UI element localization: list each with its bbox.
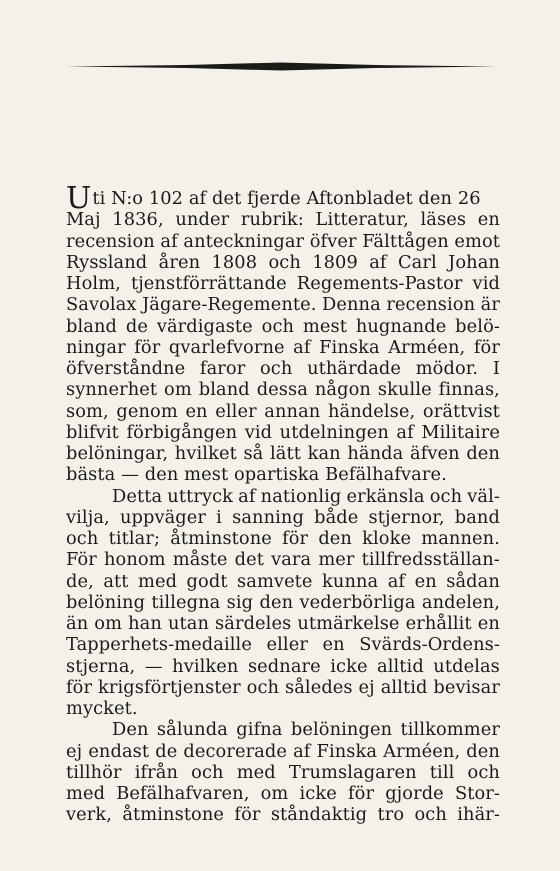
- word: mannen.: [421, 528, 500, 549]
- word: Holm,: [66, 273, 121, 294]
- word: anteckningar: [183, 230, 305, 252]
- word: Regements-Pastor: [296, 273, 463, 294]
- word: kunna: [322, 570, 379, 592]
- dropcap-line: [66, 181, 481, 217]
- line-text: [66, 252, 500, 273]
- word: För: [66, 549, 97, 571]
- word: med: [138, 570, 178, 592]
- word: faror: [199, 358, 246, 379]
- word: alltid: [377, 655, 424, 677]
- word: kan: [307, 443, 341, 464]
- line-text: [66, 443, 500, 464]
- word: för: [473, 336, 500, 358]
- text-line: [66, 181, 500, 217]
- word: stjernor,: [368, 506, 445, 528]
- word: alltid: [380, 676, 428, 698]
- word: af: [369, 251, 387, 273]
- word: och: [259, 358, 293, 379]
- word: Svärds-Ordens-: [359, 634, 500, 656]
- word: gjorde: [385, 783, 444, 804]
- word: tro: [377, 804, 405, 826]
- text-line: [66, 379, 500, 400]
- word: recension: [66, 230, 155, 252]
- word: belöning: [66, 591, 146, 613]
- word: uthärdade: [307, 358, 402, 379]
- line-text: mycket.: [66, 698, 138, 719]
- word: 1809: [312, 251, 358, 273]
- word: lätt: [270, 443, 301, 464]
- word: samvete: [237, 570, 313, 592]
- word: och: [66, 528, 99, 549]
- word: än: [66, 613, 89, 634]
- word: sålunda: [156, 719, 228, 741]
- word: recension: [386, 294, 476, 316]
- word: dessa: [256, 379, 308, 401]
- text-line: [66, 209, 500, 230]
- word: af: [160, 230, 178, 252]
- word: emot: [454, 230, 500, 252]
- word: öfver: [309, 230, 357, 252]
- word: skulle: [377, 379, 432, 401]
- line-text: [66, 783, 500, 804]
- line-text: [66, 656, 500, 677]
- text-line: [66, 804, 500, 825]
- word: han: [128, 613, 162, 634]
- word: Carl: [397, 251, 437, 273]
- text-line: [66, 698, 500, 719]
- word: om: [164, 379, 192, 401]
- word: att: [103, 570, 129, 592]
- line-text: [66, 379, 500, 400]
- word: hvilken: [172, 655, 239, 677]
- word: hugnande: [355, 315, 447, 337]
- word: af: [293, 740, 311, 762]
- word: belö-: [455, 315, 500, 337]
- word: vara: [271, 549, 312, 571]
- word: ej: [66, 740, 83, 762]
- word: blifvit: [66, 421, 119, 443]
- word: hända: [347, 443, 404, 464]
- word: honom: [103, 549, 166, 571]
- text-line: [66, 592, 500, 613]
- word: och: [429, 485, 463, 507]
- line-text: [66, 762, 500, 783]
- line-text: [66, 571, 500, 592]
- word: ståndaktig: [270, 804, 368, 826]
- text-line: [66, 337, 500, 358]
- word: qvarlefvorne: [168, 336, 285, 358]
- word: genom: [116, 400, 178, 422]
- text-line: [66, 719, 500, 740]
- word: bland: [66, 315, 118, 337]
- line-text: [66, 422, 500, 443]
- line-text: [66, 634, 500, 655]
- text-line: [66, 762, 500, 783]
- word: Fälttågen: [362, 230, 449, 252]
- line-text: [66, 401, 500, 422]
- word: vid: [244, 421, 273, 443]
- word: en: [185, 400, 208, 422]
- word: icke: [330, 655, 368, 677]
- word: af: [293, 336, 311, 358]
- word: titlar;: [108, 528, 161, 549]
- text-line: [66, 549, 500, 570]
- drop-cap: U: [66, 181, 92, 217]
- word: nationlig: [260, 485, 342, 507]
- text-line: [66, 783, 500, 804]
- word: Johan: [448, 251, 500, 273]
- line-text: [66, 528, 500, 549]
- word: således: [284, 676, 353, 698]
- text-line: [66, 528, 500, 549]
- word: I: [492, 358, 500, 379]
- word: åtminstone: [170, 528, 272, 549]
- word: åtminstone: [122, 804, 225, 826]
- word: väl-: [467, 485, 500, 507]
- word: läses: [420, 209, 467, 231]
- word: erhållit: [405, 613, 472, 634]
- word: sig: [226, 591, 254, 613]
- text-line: [66, 252, 500, 273]
- word: af: [396, 421, 414, 443]
- line-text: [66, 294, 500, 315]
- line-text: [66, 231, 500, 252]
- line-text: bästa — den mest opartiska Befälhafvare.: [66, 464, 447, 486]
- word: Befälhafvaren,: [116, 783, 250, 804]
- word: godt: [186, 570, 228, 592]
- word: så: [243, 443, 264, 464]
- word: krigsförtjenster: [97, 676, 241, 698]
- word: stjerna,: [66, 655, 136, 677]
- text-line: [66, 443, 500, 464]
- word: tillhör: [66, 761, 122, 783]
- word: en: [322, 634, 345, 656]
- word: en: [414, 570, 437, 592]
- line-text: [66, 507, 500, 528]
- word: till: [429, 761, 455, 783]
- word: ifrån: [134, 761, 179, 783]
- text-line: [66, 316, 500, 337]
- word: och: [268, 251, 301, 273]
- word: 1836,: [112, 209, 164, 231]
- word: för: [134, 336, 161, 358]
- word: Arméen,: [388, 336, 466, 358]
- word: ihär-: [457, 804, 500, 826]
- word: verk,: [66, 804, 112, 826]
- word: erkänsla: [346, 485, 425, 507]
- word: kloke: [362, 528, 412, 549]
- word: det: [234, 549, 264, 571]
- text-line: [66, 464, 500, 485]
- word: utan: [167, 613, 210, 634]
- word: Finska: [316, 740, 378, 762]
- word: de: [125, 315, 148, 337]
- word: mödor.: [415, 358, 479, 379]
- word: särdeles: [215, 613, 292, 634]
- word: af: [387, 570, 406, 592]
- word: äfven: [410, 443, 460, 464]
- text-line: [66, 401, 500, 422]
- word: gifna: [236, 719, 283, 741]
- word: tillfredsställan-: [361, 549, 500, 571]
- word: någon: [314, 379, 371, 401]
- word: Arméen,: [383, 740, 461, 762]
- text-line: [66, 358, 500, 379]
- word: mer: [318, 549, 355, 571]
- word: belöningen: [290, 719, 393, 741]
- word: belöningar,: [66, 443, 169, 464]
- line-text: [66, 337, 500, 358]
- word: med: [66, 783, 106, 804]
- word: eller: [215, 400, 257, 422]
- word: som,: [66, 400, 109, 422]
- word: Stor-: [454, 783, 500, 804]
- word: med: [236, 761, 276, 783]
- word: endast: [88, 740, 150, 762]
- word: Trumslagaren: [288, 761, 417, 783]
- word: tillegna: [151, 591, 221, 613]
- text-line: [66, 571, 500, 592]
- line-text: [66, 273, 500, 294]
- text-line: [66, 231, 500, 252]
- word: af: [238, 485, 256, 507]
- text-line: [66, 294, 500, 315]
- decorative-rule-ornament: [66, 62, 496, 71]
- word: Jägare-Regemente.: [142, 294, 317, 316]
- word: värdigaste: [156, 315, 253, 337]
- word: och: [467, 761, 500, 783]
- word: den: [466, 443, 500, 464]
- word: öfverståndne: [66, 358, 186, 379]
- word: de: [155, 740, 178, 762]
- line-text: [66, 358, 500, 379]
- word: ej: [358, 676, 375, 698]
- line-text: [66, 209, 500, 230]
- text-line: [66, 656, 500, 677]
- word: band: [454, 506, 500, 528]
- word: Den: [112, 719, 149, 741]
- word: den: [318, 528, 352, 549]
- word: utdelningen: [279, 421, 389, 443]
- word: tillkommer: [400, 719, 500, 741]
- word: vederbörliga: [299, 591, 416, 613]
- word: åren: [158, 251, 201, 273]
- word: under: [175, 209, 230, 231]
- header-rule: [66, 62, 496, 71]
- text-line: [66, 507, 500, 528]
- line-text: [66, 804, 500, 825]
- word: Savolax: [66, 294, 137, 316]
- word: den: [259, 591, 294, 613]
- word: Maj: [66, 209, 101, 231]
- text-line: [66, 634, 500, 655]
- text-line: [66, 613, 500, 634]
- word: Litteratur,: [315, 209, 409, 231]
- word: utmärkelse: [297, 613, 400, 634]
- word: en: [477, 613, 500, 634]
- line-text: [66, 677, 500, 698]
- word: bland: [198, 379, 250, 401]
- line-text: [112, 486, 500, 507]
- text-line: [66, 273, 500, 294]
- word: de,: [66, 570, 94, 592]
- word: i: [216, 506, 222, 528]
- word: sanning: [232, 506, 304, 528]
- text-line: [66, 422, 500, 443]
- word: Denna: [322, 294, 381, 316]
- word: —: [144, 655, 163, 677]
- word: uttryck: [167, 485, 234, 507]
- word: Militaire: [421, 421, 500, 443]
- word: uppväger: [119, 506, 207, 528]
- text-line: [66, 741, 500, 762]
- word: för: [282, 528, 309, 549]
- word: rubrik:: [240, 209, 304, 231]
- word: 1808: [211, 251, 258, 273]
- word: om: [94, 613, 123, 634]
- line-text: [66, 592, 500, 613]
- word: bevisar: [433, 676, 500, 698]
- line-text: [112, 719, 500, 740]
- word: hvilket: [174, 443, 237, 464]
- word: för: [66, 676, 93, 698]
- word: utdelas: [433, 655, 500, 677]
- line-text: [66, 613, 500, 634]
- word: mest: [302, 315, 347, 337]
- word: förbigången: [126, 421, 238, 443]
- word: om: [260, 783, 289, 804]
- line-text: [66, 741, 500, 762]
- word: en: [477, 209, 500, 231]
- word: eller: [266, 634, 308, 656]
- word: är: [480, 294, 500, 316]
- word: och: [261, 315, 295, 337]
- word: Ryssland: [66, 251, 148, 273]
- word: decorerade: [183, 740, 287, 762]
- word: finnas,: [438, 379, 500, 401]
- word: både: [314, 506, 359, 528]
- word: den: [466, 740, 500, 762]
- word: Finska: [319, 336, 380, 358]
- word: måste: [172, 549, 228, 571]
- word: och: [414, 804, 447, 826]
- word: Detta: [112, 485, 163, 507]
- word: sednare: [247, 655, 321, 677]
- word: andelen,: [421, 591, 500, 613]
- word: händelse,: [327, 400, 416, 422]
- word: för: [347, 783, 375, 804]
- word: sådan: [446, 570, 500, 592]
- word: icke: [299, 783, 337, 804]
- word: vilja,: [66, 506, 110, 528]
- word: vid: [472, 273, 500, 294]
- word: för: [234, 804, 261, 826]
- text-line: [66, 486, 500, 507]
- word: Tapperhets-medaille: [66, 634, 252, 656]
- word: ningar: [66, 336, 126, 358]
- first-line-rest: ti N:o 102 af det fjerde Aftonbladet den 26: [92, 188, 481, 209]
- word: orättvist: [422, 400, 500, 422]
- body-text: [66, 181, 500, 826]
- word: synnerhet: [66, 379, 158, 401]
- text-line: [66, 677, 500, 698]
- word: tjenstförrättande: [130, 273, 287, 294]
- word: annan: [264, 400, 321, 422]
- line-text: [66, 549, 500, 570]
- line-text: [66, 316, 500, 337]
- word: och: [191, 761, 224, 783]
- word: och: [246, 676, 280, 698]
